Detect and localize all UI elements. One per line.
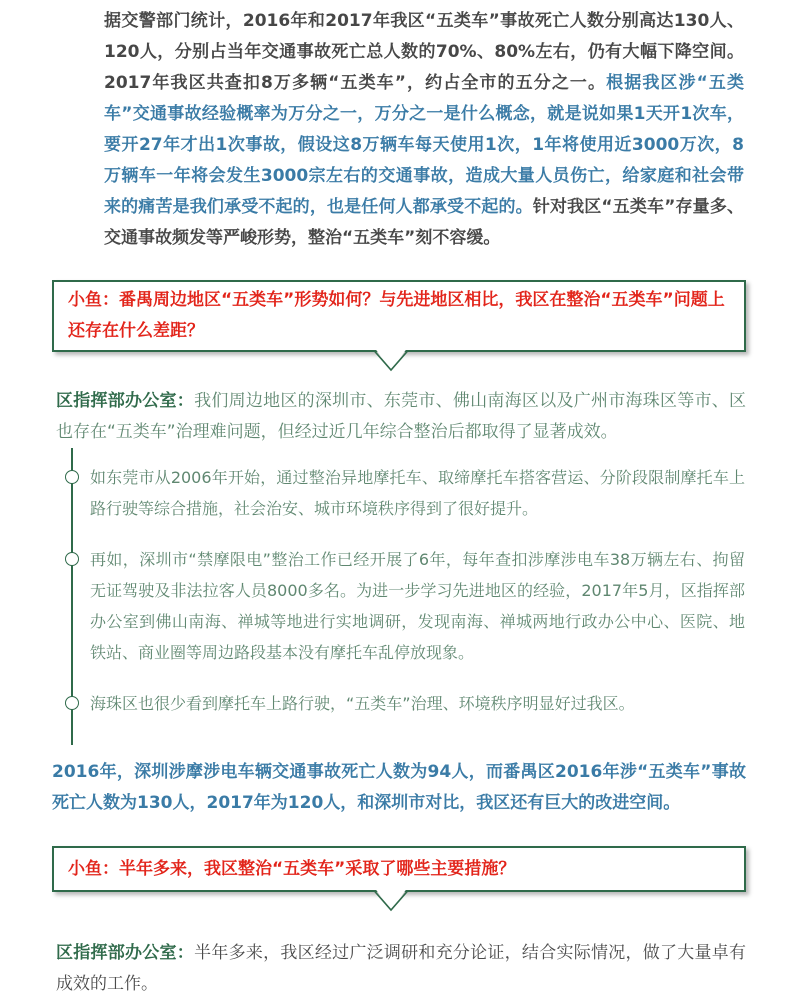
question-1-speaker: 小鱼： — [68, 290, 119, 310]
timeline-item-shenzhen — [52, 544, 745, 668]
speech-pointer-icon — [374, 347, 408, 372]
question-2-text-line — [68, 854, 730, 885]
article-page — [0, 6, 802, 1000]
intro-probability-text: 根据我区涉“五类车”交通事故经验概率为万分之一，万分之一是什么概念，就是说如果1天开1次车，要开27年才出1次事故，假设这8万辆车每天使用1次，1年将使用近3000万次，8万辆车一年将会发生3000宗左右的交通事故，造成大量人员伤亡，给家庭和社会带来的痛苦是我们承受不起的，也是任何人都承受不起的。 — [104, 73, 744, 217]
answer-1-text: 我们周边地区的深圳市、东莞市、佛山南海区以及广州市海珠区等市、区也存在“五类车”治理难问题，但经过近几年综合整治后都取得了显著成效。 — [56, 391, 747, 442]
question-box-2 — [52, 846, 746, 892]
timeline-item-dongguan — [52, 462, 745, 524]
timeline-item-text: 海珠区也很少看到摩托车上路行驶，“五类车”治理、环境秩序明显好过我区。 — [90, 694, 635, 713]
question-1-text: 番禺周边地区“五类车”形势如何？与先进地区相比，我区在整治“五类车”问题上还存在什么差距？ — [68, 290, 725, 341]
question-1-text-line — [68, 285, 730, 347]
comparison-paragraph: 2016年，深圳涉摩涉电车辆交通事故死亡人数为94人，而番禺区2016年涉“五类车”事故死亡人数为130人，2017年为120人，和深圳市对比，我区还有巨大的改进空间。 — [52, 762, 746, 813]
question-2-speaker: 小鱼： — [68, 859, 119, 879]
example-timeline — [52, 448, 745, 745]
timeline-item-text: 如东莞市从2006年开始，通过整治异地摩托车、取缔摩托车搭客营运、分阶段限制摩托车上路行驶等综合措施，社会治安、城市环境秩序得到了很好提升。 — [90, 468, 745, 518]
answer-2-text: 半年多来，我区经过广泛调研和充分论证，结合实际情况，做了大量卓有成效的工作。 — [56, 943, 747, 994]
question-2-text: 半年多来，我区整治“五类车”采取了哪些主要措施？ — [119, 859, 516, 879]
bullet-circle-icon — [65, 552, 79, 566]
question-box-1 — [52, 280, 746, 352]
answer-1-speaker: 区指挥部办公室： — [56, 391, 195, 411]
answer-2-paragraph — [56, 938, 746, 1000]
intro-conclusion-text: 针对我区“五类车”存量多、交通事故频发等严峻形势，整治“五类车”刻不容缓。 — [104, 197, 744, 248]
speech-pointer-icon — [374, 887, 408, 912]
intro-paragraph — [104, 6, 744, 254]
answer-1-paragraph — [56, 386, 746, 448]
timeline-item-text: 再如，深圳市“禁摩限电”整治工作已经开展了6年，每年查扣涉摩涉电车38万辆左右、拘留无证驾驶及非法拉客人员8000多名。为进一步学习先进地区的经验，2017年5月，区指挥部办公室到佛山南海、禅城等地进行实地调研，发现南海、禅城两地行政办公中心、医院、地铁站、商业圈等周边路段基本没有摩托车乱停放现象。 — [90, 550, 745, 662]
bullet-circle-icon — [65, 470, 79, 484]
answer-2-speaker: 区指挥部办公室： — [56, 943, 195, 963]
bullet-circle-icon — [65, 696, 79, 710]
timeline-item-haizhu — [52, 688, 745, 719]
intro-stats-text: 据交警部门统计，2016年和2017年我区“五类车”事故死亡人数分别高达130人、120人，分别占当年交通事故死亡总人数的70%、80%左右，仍有大幅下降空间。2017年我区共查扣8万多辆“五类车”，约占全市的五分之一。 — [104, 11, 744, 93]
